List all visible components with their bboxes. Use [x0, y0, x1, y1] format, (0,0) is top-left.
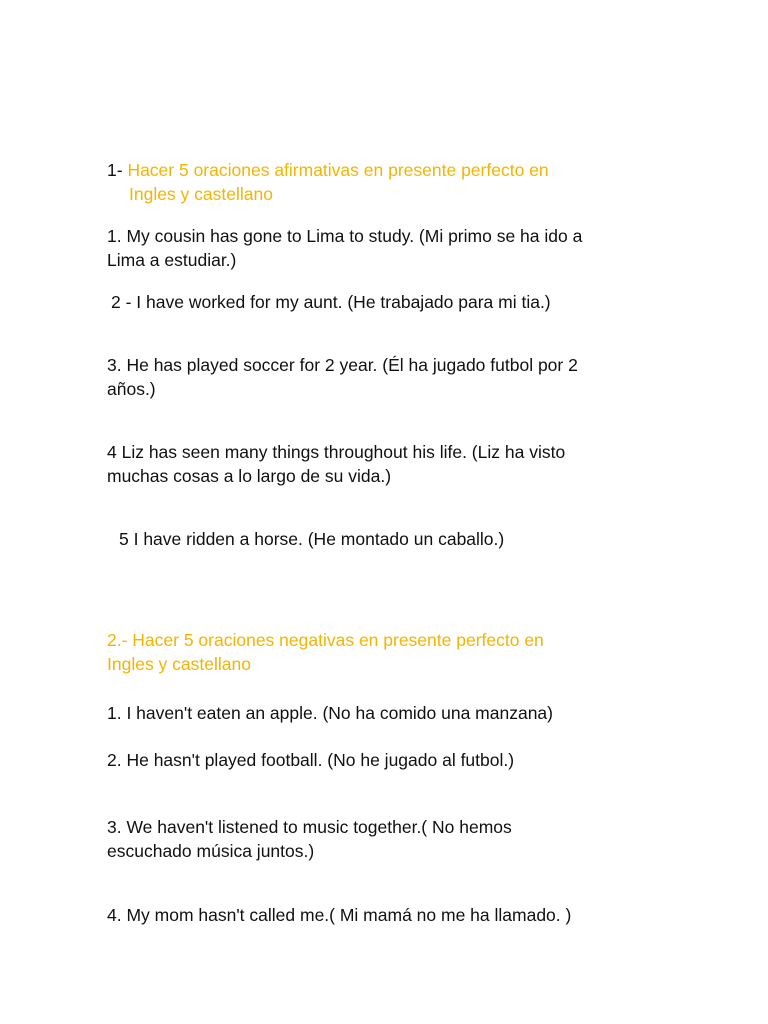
section2-heading-line2: Ingles y castellano — [107, 654, 251, 674]
section2-item-4-line1: 4. My mom hasn't called me.( Mi mamá no me ha llamado. ) — [107, 905, 572, 925]
section1-heading — [107, 158, 549, 182]
section1-item-1-line2: Lima a estudiar.) — [107, 250, 237, 270]
section1-item-1-line1: 1. My cousin has gone to Lima to study. (Mi primo se ha ido a — [107, 226, 583, 246]
section2-item-3-line1: 3. We haven't listened to music together.( No hemos — [107, 817, 512, 837]
section1-item-2-line1: 2 - I have worked for my aunt. (He trabajado para mi tia.) — [111, 292, 551, 312]
section2-heading-line1: 2.- Hacer 5 oraciones negativas en presente perfecto en — [107, 630, 544, 650]
section1-heading-line1: Hacer 5 oraciones afirmativas en presente perfecto en — [127, 160, 549, 180]
section1-item-4-line1: 4 Liz has seen many things throughout his life. (Liz ha visto — [107, 442, 566, 462]
section1-number: 1- — [107, 160, 123, 180]
section1-heading-line2: Ingles y castellano — [129, 184, 273, 204]
section2-item-2-line1: 2. He hasn't played football. (No he jugado al futbol.) — [107, 750, 515, 770]
section1-item-3-line1: 3. He has played soccer for 2 year. (Él ha jugado futbol por 2 — [107, 355, 578, 375]
section1-item-4-line2: muchas cosas a lo largo de su vida.) — [107, 466, 392, 486]
section1-item-3-line2: años.) — [107, 379, 156, 399]
section2-item-1-line1: 1. I haven't eaten an apple. (No ha comido una manzana) — [107, 703, 553, 723]
section1-item-5-line1: 5 I have ridden a horse. (He montado un caballo.) — [119, 529, 505, 549]
section2-item-3-line2: escuchado música juntos.) — [107, 841, 315, 861]
